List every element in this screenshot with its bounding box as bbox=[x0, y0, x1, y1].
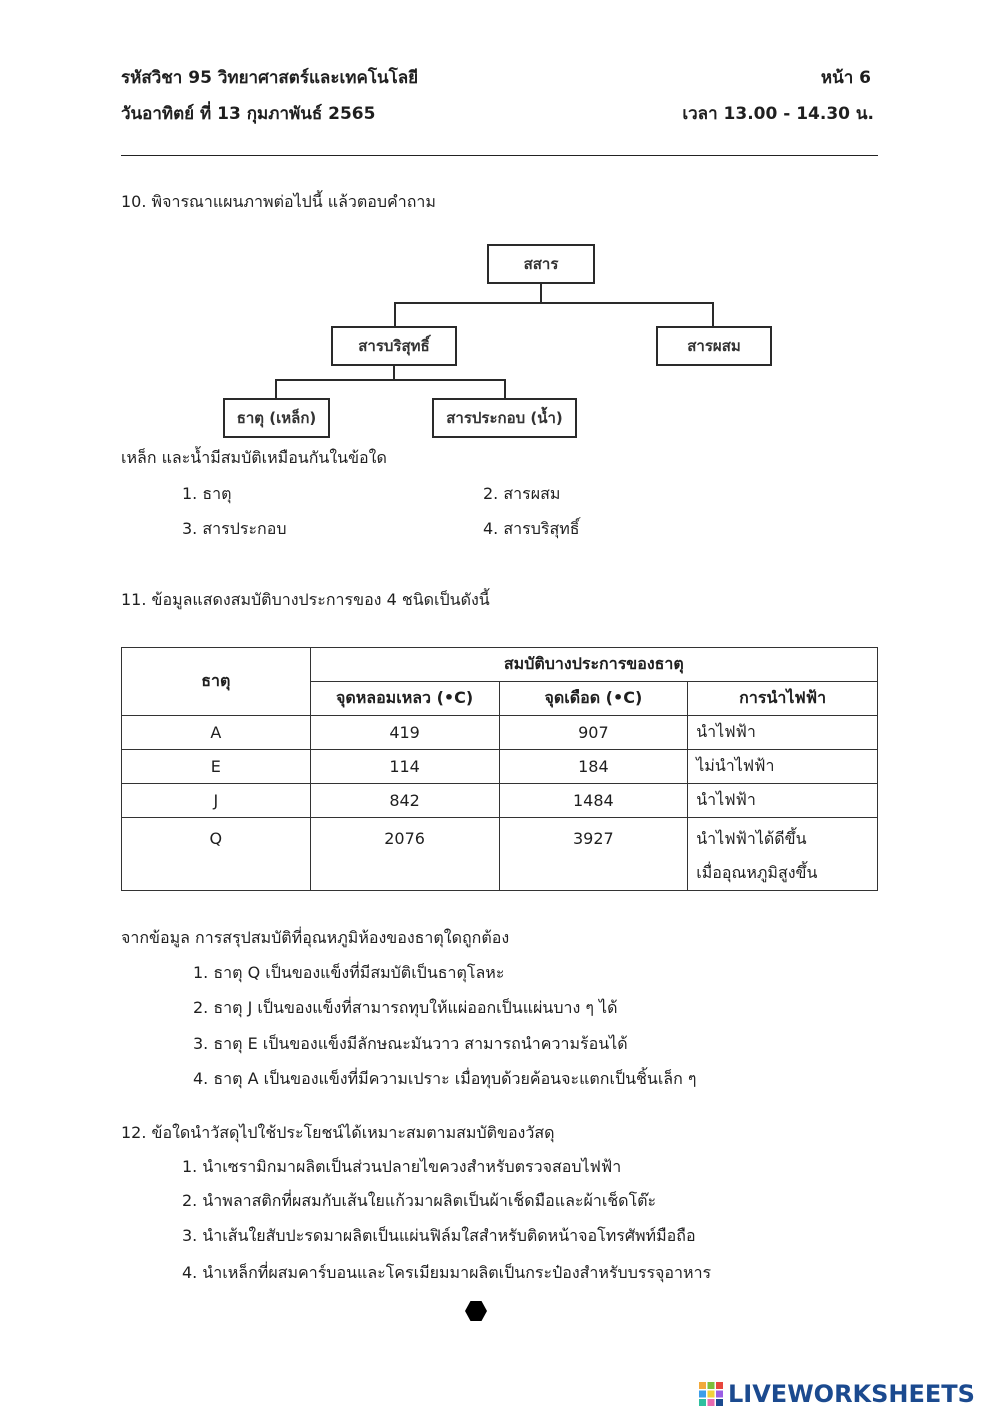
q11-option-2[interactable]: 2. ธาตุ J เป็นของแข็งที่สามารถทุบให้แผ่ออกเป็นแผ่นบาง ๆ ได้ bbox=[193, 998, 618, 1017]
connector-line bbox=[275, 379, 277, 399]
connector-line bbox=[504, 379, 506, 399]
cell-boil: 184 bbox=[499, 750, 688, 784]
cell-conductivity: นำไฟฟ้า bbox=[688, 716, 878, 750]
q11-prompt: 11. ข้อมูลแสดงสมบัติบางประการของ 4 ชนิดเป็นดังนี้ bbox=[121, 590, 490, 609]
cell-melt: 842 bbox=[310, 784, 499, 818]
table-row bbox=[122, 716, 878, 750]
liveworksheets-grid-icon bbox=[698, 1381, 724, 1407]
connector-line bbox=[393, 366, 395, 380]
liveworksheets-logo bbox=[698, 1380, 975, 1408]
node-pure-substance: สารบริสุทธิ์ bbox=[331, 326, 457, 366]
cell-boil: 1484 bbox=[499, 784, 688, 818]
q11-option-1[interactable]: 1. ธาตุ Q เป็นของแข็งที่มีสมบัติเป็นธาตุโลหะ bbox=[193, 963, 505, 982]
connector-line bbox=[275, 379, 506, 381]
cell-conductivity bbox=[688, 818, 878, 891]
connector-line bbox=[394, 302, 396, 327]
col-header-boiling-point: จุดเดือด (•C) bbox=[499, 682, 688, 716]
q10-option-2[interactable]: 2. สารผสม bbox=[483, 484, 561, 503]
node-compound-water: สารประกอบ (น้ำ) bbox=[432, 398, 577, 438]
q12-option-2[interactable]: 2. นำพลาสติกที่ผสมกับเส้นใยแก้วมาผลิตเป็นผ้าเช็ดมือและผ้าเช็ดโต๊ะ bbox=[182, 1191, 657, 1210]
cell-conductivity-line1: นำไฟฟ้าได้ดีขึ้น bbox=[696, 829, 807, 848]
col-header-properties: สมบัติบางประการของธาตุ bbox=[310, 648, 877, 682]
q12-prompt: 12. ข้อใดนำวัสดุไปใช้ประโยชน์ได้เหมาะสมตามสมบัติของวัสดุ bbox=[121, 1123, 555, 1142]
q10-prompt: 10. พิจารณาแผนภาพต่อไปนี้ แล้วตอบคำถาม bbox=[121, 192, 436, 211]
subject-title: รหัสวิชา 95 วิทยาศาสตร์และเทคโนโลยี bbox=[121, 68, 419, 88]
exam-date: วันอาทิตย์ ที่ 13 กุมภาพันธ์ 2565 bbox=[121, 104, 376, 124]
connector-line bbox=[540, 284, 542, 303]
cell-conductivity: ไม่นำไฟฟ้า bbox=[688, 750, 878, 784]
q12-option-4[interactable]: 4. นำเหล็กที่ผสมคาร์บอนและโครเมียมมาผลิตเป็นกระป๋องสำหรับบรรจุอาหาร bbox=[182, 1263, 712, 1282]
q11-option-3[interactable]: 3. ธาตุ E เป็นของแข็งมีลักษณะมันวาว สามารถนำความร้อนได้ bbox=[193, 1034, 628, 1053]
cell-element: J bbox=[122, 784, 311, 818]
cell-element: Q bbox=[122, 818, 311, 891]
cell-element: E bbox=[122, 750, 311, 784]
node-mixture: สารผสม bbox=[656, 326, 772, 366]
connector-line bbox=[712, 302, 714, 327]
node-substance: สสาร bbox=[487, 244, 595, 284]
cell-boil: 3927 bbox=[499, 818, 688, 891]
table-row bbox=[122, 818, 878, 891]
exam-time: เวลา 13.00 - 14.30 น. bbox=[682, 104, 874, 124]
table-row bbox=[122, 750, 878, 784]
table-row bbox=[122, 784, 878, 818]
q11-option-4[interactable]: 4. ธาตุ A เป็นของแข็งที่มีความเปราะ เมื่อทุบด้วยค้อนจะแตกเป็นชิ้นเล็ก ๆ bbox=[193, 1069, 697, 1088]
cell-boil: 907 bbox=[499, 716, 688, 750]
liveworksheets-wordmark: LIVEWORKSHEETS bbox=[728, 1380, 975, 1408]
element-properties-table bbox=[121, 647, 878, 891]
hexagon-marker-icon bbox=[465, 1301, 487, 1321]
connector-line bbox=[394, 302, 714, 304]
col-header-conductivity: การนำไฟฟ้า bbox=[688, 682, 878, 716]
cell-melt: 2076 bbox=[310, 818, 499, 891]
col-header-melting-point: จุดหลอมเหลว (•C) bbox=[310, 682, 499, 716]
q10-question: เหล็ก และน้ำมีสมบัติเหมือนกันในข้อใด bbox=[121, 448, 387, 467]
cell-conductivity: นำไฟฟ้า bbox=[688, 784, 878, 818]
page-number: หน้า 6 bbox=[820, 68, 871, 88]
q10-option-1[interactable]: 1. ธาตุ bbox=[182, 484, 232, 503]
q11-question: จากข้อมูล การสรุปสมบัติที่อุณหภูมิห้องของธาตุใดถูกต้อง bbox=[121, 928, 510, 947]
node-element-iron: ธาตุ (เหล็ก) bbox=[223, 398, 330, 438]
cell-melt: 419 bbox=[310, 716, 499, 750]
cell-conductivity-line2: เมื่ออุณหภูมิสูงขึ้น bbox=[696, 863, 818, 882]
q12-option-3[interactable]: 3. นำเส้นใยสับปะรดมาผลิตเป็นแผ่นฟิล์มใสสำหรับติดหน้าจอโทรศัพท์มือถือ bbox=[182, 1226, 696, 1245]
q10-option-3[interactable]: 3. สารประกอบ bbox=[182, 519, 287, 538]
q10-option-4[interactable]: 4. สารบริสุทธิ์ bbox=[483, 519, 580, 538]
cell-melt: 114 bbox=[310, 750, 499, 784]
q12-option-1[interactable]: 1. นำเซรามิกมาผลิตเป็นส่วนปลายไขควงสำหรับตรวจสอบไฟฟ้า bbox=[182, 1157, 622, 1176]
header-divider bbox=[121, 155, 878, 156]
cell-element: A bbox=[122, 716, 311, 750]
col-header-element: ธาตุ bbox=[122, 648, 311, 716]
